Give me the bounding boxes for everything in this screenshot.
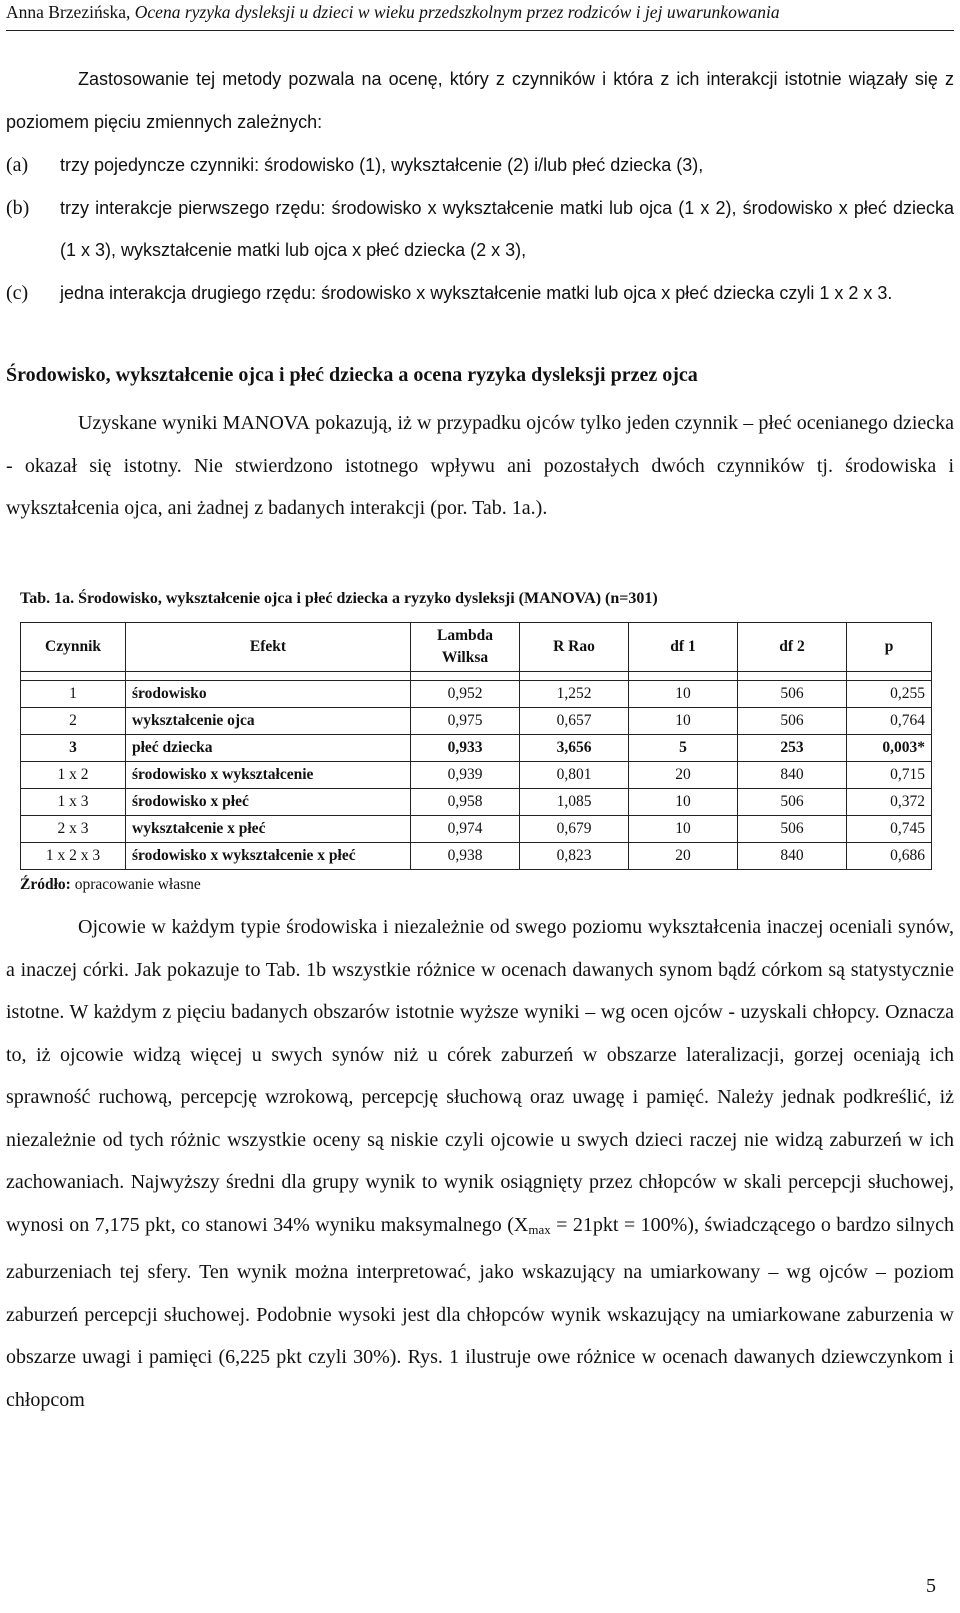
col-header-rrao: R Rao bbox=[520, 623, 629, 672]
para2-after: pokazują, iż w przypadku ojców tylko jeden czynnik – płeć ocenianego dziecka - okazał się istotny. Nie stwierdzono istotnego wpływu ani pozostałych dwóch czynników tj. środowiska i wykształcenia ojca, ani żadnej z badanych interakcji (por. Tab. 1a.). bbox=[6, 412, 955, 519]
header-rule bbox=[6, 30, 954, 31]
cell-p: 0,686 bbox=[847, 843, 932, 870]
intro-paragraph bbox=[6, 58, 954, 143]
table-spacer bbox=[21, 672, 932, 681]
running-header bbox=[6, 2, 954, 23]
cell-df2: 506 bbox=[738, 681, 847, 708]
table-row-significant bbox=[21, 735, 932, 762]
cell-rrao: 0,801 bbox=[520, 762, 629, 789]
col-header-df1: df 1 bbox=[629, 623, 738, 672]
cell-df1: 5 bbox=[629, 735, 738, 762]
cell-factor: 2 x 3 bbox=[21, 816, 126, 843]
cell-p: 0,372 bbox=[847, 789, 932, 816]
cell-rrao: 0,823 bbox=[520, 843, 629, 870]
cell-effect: wykształcenie x płeć bbox=[126, 816, 411, 843]
cell-factor: 1 bbox=[21, 681, 126, 708]
cell-p: 0,003* bbox=[847, 735, 932, 762]
table-header-row bbox=[21, 623, 932, 672]
table-body bbox=[21, 672, 932, 870]
table-caption: Tab. 1a. Środowisko, wykształcenie ojca i płeć dziecka a ryzyko dysleksji (MANOVA) (n=301) bbox=[20, 590, 658, 607]
cell-rrao: 1,252 bbox=[520, 681, 629, 708]
list-mark: (a) bbox=[6, 154, 29, 176]
cell-rrao: 1,085 bbox=[520, 789, 629, 816]
para2-before: Uzyskane wyniki bbox=[78, 412, 223, 434]
para3-part1: Ojcowie w każdym typie środowiska i niezależnie od swego poziomu wykształcenia inaczej oceniali synów, a inaczej córki. Jak pokazuje to Tab. 1b wszystkie różnice w ocenach dawanych synom bądź córkom są statystycznie istotne. W każdym z pięciu badanych obszarów istotnie wyższe wyniki – wg ocen ojców - uzyskali chłopcy. Oznacza to, iż ojcowie widzą więcej u swych synów niż u córek zaburzeń w obszarze lateralizacji, gorzej oceniają ich sprawność ruchową, percepcję wzrokową, percepcję słuchową oraz uwagę i pamięć. Należy jednak podkreślić, iż niezależnie od tych różnic wszystkie oceny są niskie czyli ojcowie u swych dzieci raczej nie widzą zaburzeń w ich zachowaniach. Najwyższy średni dla grupy wynik to wynik osiągnięty przez chłopców w skali percepcji słuchowej, wynosi on 7,175 pkt, co stanowi 34% wyniku maksymalnego (X bbox=[6, 916, 954, 1236]
header-author: Anna Brzezińska, bbox=[6, 2, 135, 22]
cell-p: 0,764 bbox=[847, 708, 932, 735]
cell-lambda: 0,952 bbox=[411, 681, 520, 708]
cell-rrao: 0,657 bbox=[520, 708, 629, 735]
col-header-factor: Czynnik bbox=[21, 623, 126, 672]
cell-lambda: 0,974 bbox=[411, 816, 520, 843]
cell-factor: 1 x 2 x 3 bbox=[21, 843, 126, 870]
table-row bbox=[21, 816, 932, 843]
source-label: Źródło: bbox=[20, 876, 71, 893]
table-row bbox=[21, 681, 932, 708]
col-header-df2: df 2 bbox=[738, 623, 847, 672]
cell-effect: wykształcenie ojca bbox=[126, 708, 411, 735]
cell-p: 0,715 bbox=[847, 762, 932, 789]
col-header-effect: Efekt bbox=[126, 623, 411, 672]
cell-df2: 253 bbox=[738, 735, 847, 762]
list-text: trzy interakcje pierwszego rzędu: środowisko x wykształcenie matki lub ojca (1 x 2), środowisko x płeć dziecka (1 x 3), wykształcenie matki lub ojca x płeć dziecka (2 x 3), bbox=[60, 197, 954, 260]
results-paragraph bbox=[6, 402, 954, 530]
cell-df2: 840 bbox=[738, 843, 847, 870]
cell-rrao: 0,679 bbox=[520, 816, 629, 843]
cell-factor: 2 bbox=[21, 708, 126, 735]
cell-df1: 10 bbox=[629, 681, 738, 708]
col-header-p: p bbox=[847, 623, 932, 672]
cell-effect: środowisko x wykształcenie x płeć bbox=[126, 843, 411, 870]
cell-df1: 20 bbox=[629, 762, 738, 789]
table-source bbox=[20, 876, 201, 894]
cell-df1: 10 bbox=[629, 789, 738, 816]
cell-p: 0,745 bbox=[847, 816, 932, 843]
cell-effect: środowisko bbox=[126, 681, 411, 708]
cell-df2: 840 bbox=[738, 762, 847, 789]
cell-effect: płeć dziecka bbox=[126, 735, 411, 762]
list-text: jedna interakcja drugiego rzędu: środowisko x wykształcenie matki lub ojca x płeć dziecka czyli 1 x 2 x 3. bbox=[60, 282, 893, 303]
list-item bbox=[6, 144, 954, 187]
para3-subscript: max bbox=[528, 1221, 551, 1237]
cell-p: 0,255 bbox=[847, 681, 932, 708]
cell-df1: 20 bbox=[629, 843, 738, 870]
list-item bbox=[6, 187, 954, 272]
cell-effect: środowisko x płeć bbox=[126, 789, 411, 816]
cell-effect: środowisko x wykształcenie bbox=[126, 762, 411, 789]
table-row bbox=[21, 843, 932, 870]
manova-term: MANOVA bbox=[222, 412, 311, 434]
results-table bbox=[20, 622, 932, 870]
para3-part2: = 21pkt = 100%), świadczącego o bardzo silnych zaburzeniach tej sfery. Ten wynik można interpretować, jako wskazujący na umiarkowany – wg ojców – poziom zaburzeń percepcji słuchowej. Podobnie wysoki jest dla chłopców wynik wskazujący na umiarkowane zaburzenia w obszarze uwagi i pamięci (6,225 pkt czyli 30%). Rys. 1 ilustruje owe różnice w ocenach dawanych dziewczynkom i chłopcom bbox=[6, 1213, 955, 1411]
discussion-paragraph bbox=[6, 906, 954, 1421]
cell-df2: 506 bbox=[738, 708, 847, 735]
factor-list bbox=[6, 144, 954, 314]
page-number: 5 bbox=[926, 1575, 936, 1597]
cell-lambda: 0,958 bbox=[411, 789, 520, 816]
cell-lambda: 0,938 bbox=[411, 843, 520, 870]
cell-lambda: 0,933 bbox=[411, 735, 520, 762]
list-mark: (c) bbox=[6, 281, 29, 304]
cell-lambda: 0,975 bbox=[411, 708, 520, 735]
cell-df1: 10 bbox=[629, 708, 738, 735]
list-item bbox=[6, 272, 954, 315]
section-heading: Środowisko, wykształcenie ojca i płeć dziecka a ocena ryzyka dysleksji przez ojca bbox=[6, 364, 698, 386]
cell-rrao: 3,656 bbox=[520, 735, 629, 762]
col-header-lambda: Lambda Wilksa bbox=[411, 623, 520, 672]
cell-factor: 3 bbox=[21, 735, 126, 762]
cell-factor: 1 x 2 bbox=[21, 762, 126, 789]
table-row bbox=[21, 789, 932, 816]
source-text: opracowanie własne bbox=[70, 876, 201, 893]
list-text: trzy pojedyncze czynniki: środowisko (1), wykształcenie (2) i/lub płeć dziecka (3), bbox=[60, 155, 704, 175]
intro-text: Zastosowanie tej metody pozwala na ocenę, który z czynników i która z ich interakcji istotnie wiązały się z poziomem pięciu zmiennych zależnych: bbox=[6, 69, 954, 132]
table-row bbox=[21, 708, 932, 735]
cell-df2: 506 bbox=[738, 789, 847, 816]
header-title: Ocena ryzyka dysleksji u dzieci w wieku przedszkolnym przez rodziców i jej uwarunkowania bbox=[134, 2, 780, 22]
cell-df2: 506 bbox=[738, 816, 847, 843]
table-row bbox=[21, 762, 932, 789]
cell-df1: 10 bbox=[629, 816, 738, 843]
list-mark: (b) bbox=[6, 196, 30, 219]
cell-lambda: 0,939 bbox=[411, 762, 520, 789]
cell-factor: 1 x 3 bbox=[21, 789, 126, 816]
